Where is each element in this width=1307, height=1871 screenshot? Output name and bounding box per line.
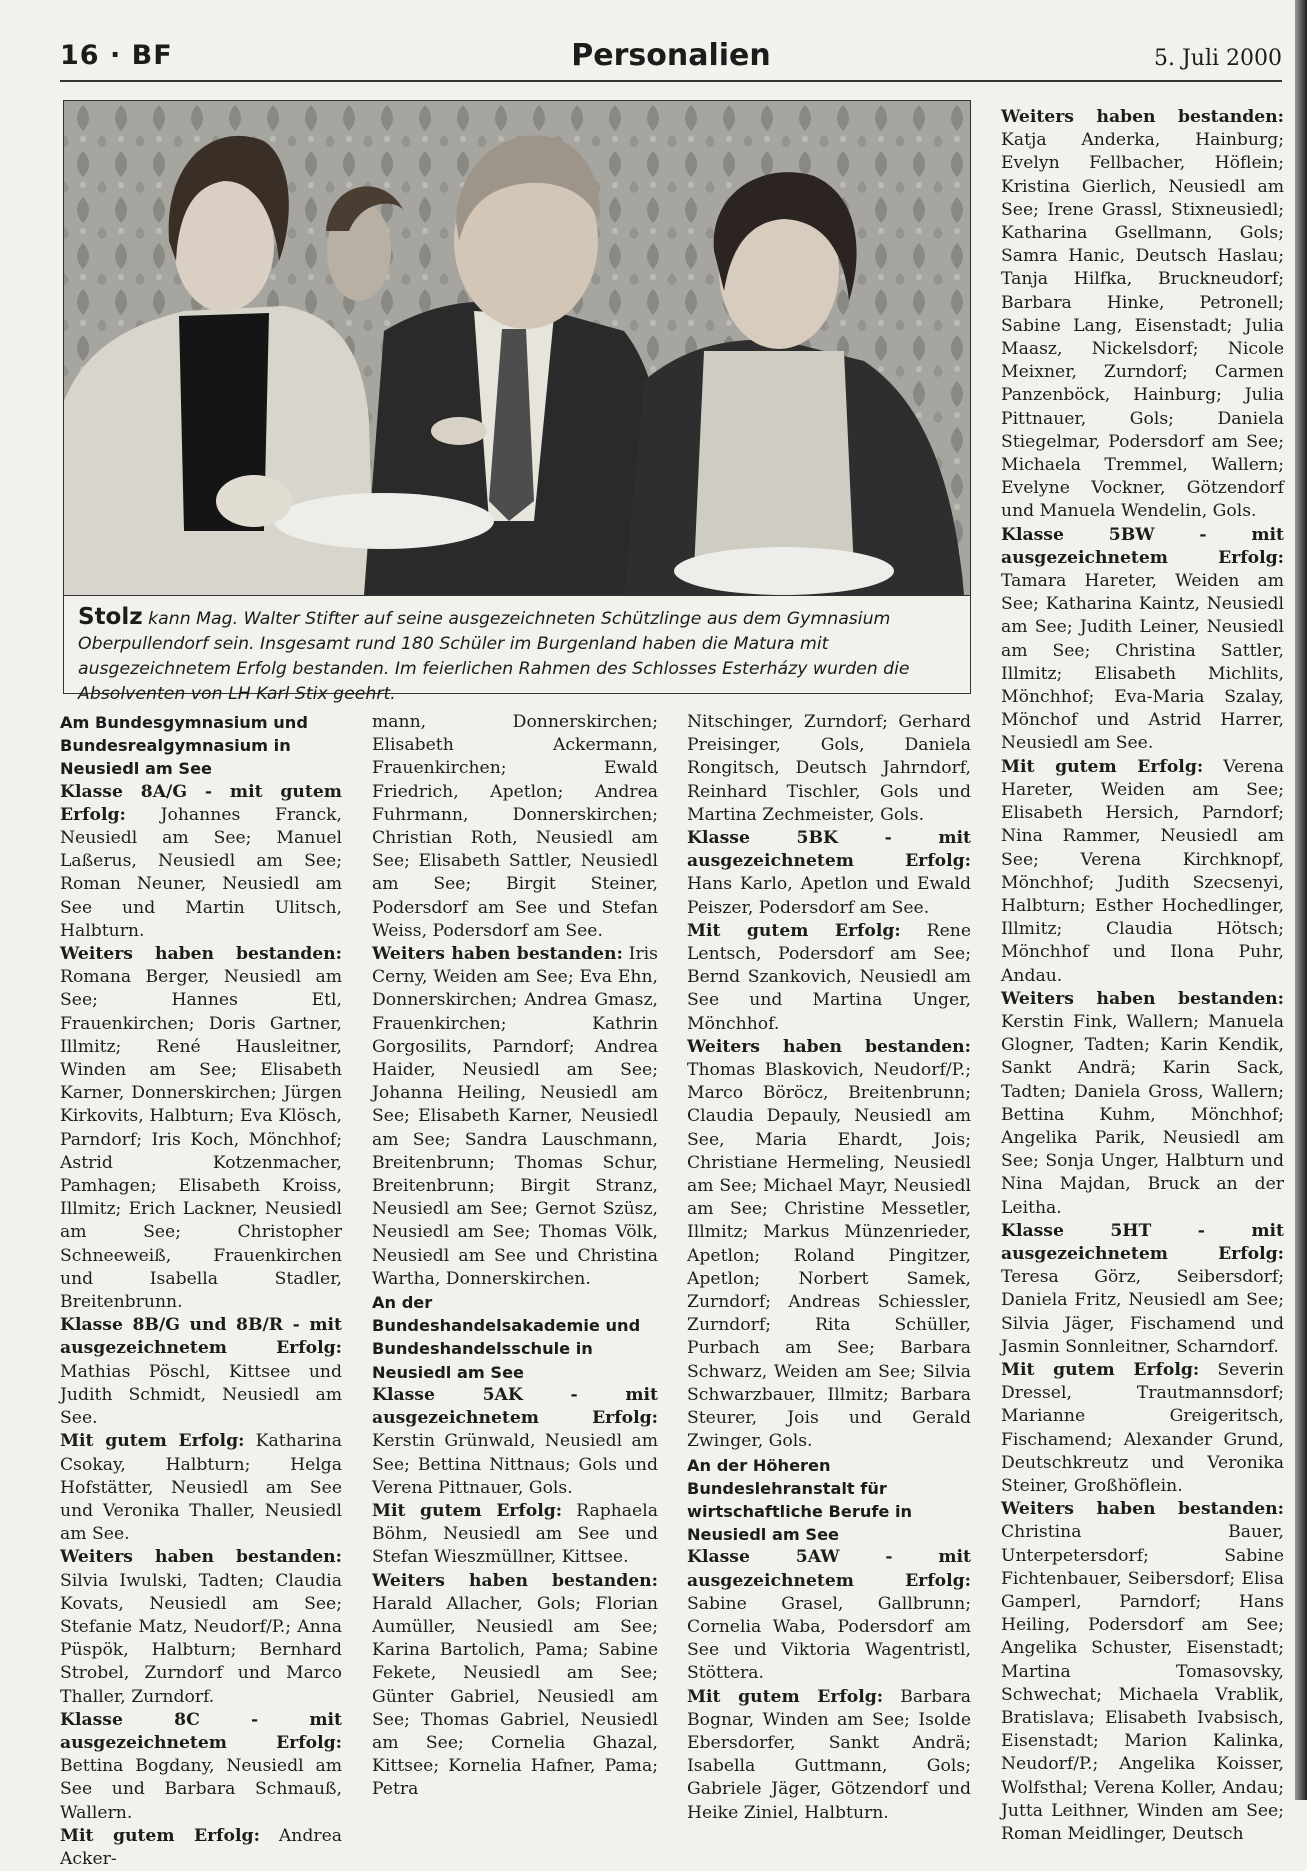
article-column-1 xyxy=(60,711,342,1871)
class-label: Weiters haben bestanden: xyxy=(60,944,342,965)
class-label: Weiters haben bestanden: xyxy=(687,1036,971,1057)
student-names: Severin Dressel, Trautmannsdorf; Marianne Greigeritsch, Fischamend; Alexander Grund, Deutschkreutz und Veronika Steiner, Großhöflein. xyxy=(1001,1359,1284,1496)
class-label: Klasse 5HT - mit ausgezeichnetem Erfolg: xyxy=(1001,1220,1284,1264)
student-names: Silvia Iwulski, Tadten; Claudia Kovats, Neusiedl am See; Stefanie Matz, Neudorf/P.; Anna Püspök, Halbturn; Bernhard Strobel, Zurndorf und Marco Thaller, Zurndorf. xyxy=(60,1570,342,1707)
student-names: Raphaela Böhm, Neusiedl am See und Stefan Wieszmüllner, Kittsee. xyxy=(372,1500,658,1568)
class-label: Klasse 5BK - mit ausgezeichnetem Erfolg: xyxy=(687,828,971,872)
student-names: Iris Cerny, Weiden am See; Eva Ehn, Donnerskirchen; Andrea Gmasz, Frauenkirchen; Kathrin Gorgosilits, Parndorf; Andrea Haider, Neusiedl am See; Johanna Heiling, Neusiedl am See; Elisabeth Karner, Neusiedl am See; Sandra Lauschmann, Breitenbrunn; Thomas Schur, Breitenbrunn; Birgit Stranz, Neusiedl am See; Gernot Szüsz, Neusiedl am See; Thomas Völk, Neusiedl am See und Christina Wartha, Donnerskirchen. xyxy=(372,944,658,1289)
class-label: Mit gutem Erfolg: xyxy=(687,920,901,941)
student-names: Barbara Bognar, Winden am See; Isolde Ebersdorfer, Sankt Andrä; Isabella Guttmann, Gols; Gabriele Jäger, Götzendorf und Heike Ziniel, Halbturn. xyxy=(687,1686,971,1823)
student-names: Teresa Görz, Seibersdorf; Daniela Fritz, Neusiedl am See; Silvia Jäger, Fischamend und Jasmin Sonnleitner, Scharndorf. xyxy=(1001,1267,1284,1357)
article-column-4 xyxy=(1001,106,1284,1846)
photo-icon xyxy=(64,101,970,596)
student-names: Kerstin Fink, Wallern; Manuela Glogner, Tadten; Karin Kendik, Sankt Andrä; Karin Sack, Tadten; Daniela Gross, Wallern; Bettina Kuhm, Mönchhof; Angelika Parik, Neusiedl am See; Sonja Unger, Halbturn und Nina Majdan, Bruck an der Leitha. xyxy=(1001,1011,1284,1218)
student-names: Romana Berger, Neusiedl am See; Hannes Etl, Frauenkirchen; Doris Gartner, Illmitz; René Hausleitner, Winden am See; Elisabeth Karner, Donnerskirchen; Jürgen Kirkovits, Halbturn; Eva Klösch, Parndorf; Iris Koch, Mönchhof; Astrid Kotzenmacher, Pamhagen; Elisabeth Kroiss, Illmitz; Erich Lackner, Neusiedl am See; Christopher Schneeweiß, Frauenkirchen und Isabella Stadler, Breitenbrunn. xyxy=(60,967,342,1313)
student-names: Katharina Csokay, Halbturn; Helga Hofstätter, Neusiedl am See und Veronika Thaller, Neusiedl am See. xyxy=(60,1431,342,1545)
article-column-2 xyxy=(372,711,658,1802)
student-names: Rene Lentsch, Podersdorf am See; Bernd Szankovich, Neusiedl am See und Martina Unger, Mönchhof. xyxy=(687,920,971,1034)
result-paragraph xyxy=(687,1686,971,1825)
class-label: Weiters haben bestanden: xyxy=(60,1547,342,1568)
student-names: Harald Allacher, Gols; Florian Aumüller, Neusiedl am See; Karina Bartolich, Pama; Sabine Fekete, Neusiedl am See; Günter Gabriel, Neusiedl am See; Thomas Gabriel, Neusiedl am See; Cornelia Ghazal, Kittsee; Kornelia Hafner, Pama; Petra xyxy=(372,1593,658,1800)
caption-lead: Stolz xyxy=(78,604,143,630)
result-paragraph xyxy=(687,1036,971,1454)
student-names: Hans Karlo, Apetlon und Ewald Peiszer, Podersdorf am See. xyxy=(687,874,971,918)
class-label: Weiters haben bestanden: xyxy=(1001,1499,1284,1520)
result-paragraph xyxy=(1001,756,1284,988)
result-paragraph xyxy=(687,1546,971,1685)
student-names: Sabine Grasel, Gallbrunn; Cornelia Waba, Podersdorf am See und Viktoria Wagentristl, Stöttera. xyxy=(687,1593,971,1684)
class-label: Weiters haben bestanden: xyxy=(372,944,623,965)
class-label: Weiters haben bestanden: xyxy=(372,1570,658,1591)
photo-caption xyxy=(78,605,958,707)
result-paragraph xyxy=(60,1709,342,1825)
result-paragraph xyxy=(1001,106,1284,524)
result-paragraph xyxy=(1001,988,1284,1220)
class-label: Klasse 5BW - mit ausgezeichnetem Erfolg: xyxy=(1001,524,1284,568)
result-paragraph xyxy=(1001,1359,1284,1498)
student-names: Mathias Pöschl, Kittsee und Judith Schmidt, Neusiedl am See. xyxy=(60,1361,342,1429)
result-paragraph xyxy=(60,943,342,1314)
photo-box xyxy=(63,100,971,704)
student-names: Andrea Acker- xyxy=(60,1825,342,1869)
class-label: Klasse 5AK - mit ausgezeichnetem Erfolg: xyxy=(372,1384,658,1429)
page-number: 16 · BF xyxy=(60,40,173,71)
class-label: Mit gutem Erfolg: xyxy=(1001,1359,1200,1380)
issue-date: 5. Juli 2000 xyxy=(1153,46,1282,71)
class-label: Klasse 5AW - mit ausgezeichnetem Erfolg: xyxy=(687,1547,971,1591)
result-paragraph xyxy=(60,1314,342,1430)
caption-text: kann Mag. Walter Stifter auf seine ausgezeichneten Schützlinge aus dem Gymnasium Oberpullendorf sein. Insgesamt rund 180 Schüler im Burgenland haben die Matura mit ausgezeichnetem Erfolg bestanden. Im feierlichen Rahmen des Schlosses Esterházy wurden die Absolventen von LH Karl Stix geehrt. xyxy=(78,609,910,704)
student-names: Christina Bauer, Unterpetersdorf; Sabine Fichtenbauer, Seibersdorf; Elisa Gamperl, Parndorf; Hans Heiling, Podersdorf am See; Angelika Schuster, Eisenstadt; Martina Tomasovsky, Schwechat; Michaela Vrablik, Bratislava; Elisabeth Ivabsisch, Eisenstadt; Marion Kalinka, Neudorf/P.; Angelika Koisser, Wolfsthal; Verena Koller, Andau; Jutta Leithner, Winden am See; Roman Meidlinger, Deutsch xyxy=(1001,1522,1284,1845)
school-heading: An der Bundeshandelsakademie und Bundeshandelsschule in Neusiedl am See xyxy=(372,1293,641,1382)
result-paragraph xyxy=(372,1384,658,1500)
class-label: Weiters haben bestanden: xyxy=(1001,988,1284,1009)
result-paragraph xyxy=(1001,524,1284,756)
school-heading: An der Höheren Bundeslehranstalt für wirtschaftliche Berufe in Neusiedl am See xyxy=(687,1455,913,1545)
class-label: Mit gutem Erfolg: xyxy=(372,1500,563,1521)
class-label: Weiters haben bestanden: xyxy=(1001,107,1284,127)
result-paragraph xyxy=(60,1546,342,1708)
scan-edge xyxy=(1295,0,1307,1800)
class-label: Mit gutem Erfolg: xyxy=(60,1825,260,1846)
result-paragraph xyxy=(372,1500,658,1570)
result-paragraph xyxy=(372,711,658,943)
result-paragraph xyxy=(60,1430,342,1546)
class-label: Mit gutem Erfolg: xyxy=(687,1686,884,1707)
section-title: Personalien xyxy=(571,38,771,73)
class-label: Mit gutem Erfolg: xyxy=(1001,756,1204,777)
result-paragraph xyxy=(1001,1220,1284,1359)
class-label: Klasse 8A/G - mit gutem Erfolg: xyxy=(60,781,342,825)
class-label: Klasse 8B/G und 8B/R - mit ausgezeichnetem Erfolg: xyxy=(60,1315,342,1359)
student-names: Thomas Blaskovich, Neudorf/P.; Marco Böröcz, Breitenbrunn; Claudia Depauly, Neusiedl am See, Maria Ehardt, Jois; Christiane Hermeling, Neusiedl am See; Michael Mayr, Neusiedl am See; Christine Messetler, Illmitz; Markus Münzenrieder, Apetlon; Roland Pingitzer, Apetlon; Norbert Samek, Zurndorf; Andreas Schiessler, Zurndorf; Rita Schüller, Purbach am See; Barbara Schwarz, Weiden am See; Silvia Schwarzbauer, Illmitz; Barbara Steurer, Jois und Gerald Zwinger, Gols. xyxy=(687,1060,971,1452)
class-label: Mit gutem Erfolg: xyxy=(60,1431,245,1452)
student-names: Nitschinger, Zurndorf; Gerhard Preisinger, Gols, Daniela Rongitsch, Deutsch Jahrndorf, Reinhard Tischler, Gols und Martina Zechmeister, Gols. xyxy=(687,712,971,825)
student-names: mann, Donnerskirchen; Elisabeth Ackermann, Frauenkirchen; Ewald Friedrich, Apetlon; Andrea Fuhrmann, Donnerskirchen; Christian Roth, Neusiedl am See; Elisabeth Sattler, Neusiedl am See; Birgit Steiner, Podersdorf am See und Stefan Weiss, Podersdorf am See. xyxy=(372,712,658,941)
student-names: Kerstin Grünwald, Neusiedl am See; Bettina Nittnaus; Gols und Verena Pittnauer, Gols. xyxy=(372,1431,658,1498)
class-label: Klasse 8C - mit ausgezeichnetem Erfolg: xyxy=(60,1709,342,1753)
student-names: Bettina Bogdany, Neusiedl am See und Barbara Schmauß, Wallern. xyxy=(60,1756,342,1823)
student-names: Verena Hareter, Weiden am See; Elisabeth Hersich, Parndorf; Nina Rammer, Neusiedl am See; Verena Kirchknopf, Mönchhof; Judith Szecsenyi, Halbturn; Esther Hochedlinger, Illmitz; Claudia Hötsch; Mönchhof und Ilona Puhr, Andau. xyxy=(1001,756,1284,986)
student-names: Katja Anderka, Hainburg; Evelyn Fellbacher, Höflein; Kristina Gierlich, Neusiedl am See; Irene Grassl, Stixneusiedl; Katharina Gsellmann, Gols; Samra Hanic, Deutsch Haslau; Tanja Hilfka, Bruckneudorf; Barbara Hinke, Petronell; Sabine Lang, Eisenstadt; Julia Maasz, Nickelsdorf; Nicole Meixner, Zurndorf; Carmen Panzenböck, Hainburg; Julia Pittnauer, Gols; Daniela Stiegelmar, Podersdorf am See; Michaela Tremmel, Wallern; Evelyne Vockner, Götzendorf und Manuela Wendelin, Gols. xyxy=(1001,130,1284,522)
result-paragraph xyxy=(60,781,342,943)
result-paragraph xyxy=(687,827,971,920)
result-paragraph xyxy=(372,1570,658,1802)
result-paragraph xyxy=(687,920,971,1036)
result-paragraph xyxy=(1001,1498,1284,1846)
result-paragraph xyxy=(60,1825,342,1871)
page-header xyxy=(60,38,1282,82)
school-heading: Am Bundesgymnasium und Bundesrealgymnasium in Neusiedl am See xyxy=(60,713,308,779)
result-paragraph xyxy=(687,711,971,827)
student-names: Tamara Hareter, Weiden am See; Katharina Kaintz, Neusiedl am See; Judith Leiner, Neusiedl am See; Christina Sattler, Illmitz; Elisabeth Michlits, Mönchhof; Eva-Maria Szalay, Mönchof und Astrid Harrer, Neusiedl am See. xyxy=(1001,571,1284,754)
result-paragraph xyxy=(372,943,658,1291)
article-column-3 xyxy=(687,711,971,1825)
student-names: Johannes Franck, Neusiedl am See; Manuel Laßerus, Neusiedl am See; Roman Neuner, Neusiedl am See und Martin Ulitsch, Halbturn. xyxy=(60,804,342,941)
